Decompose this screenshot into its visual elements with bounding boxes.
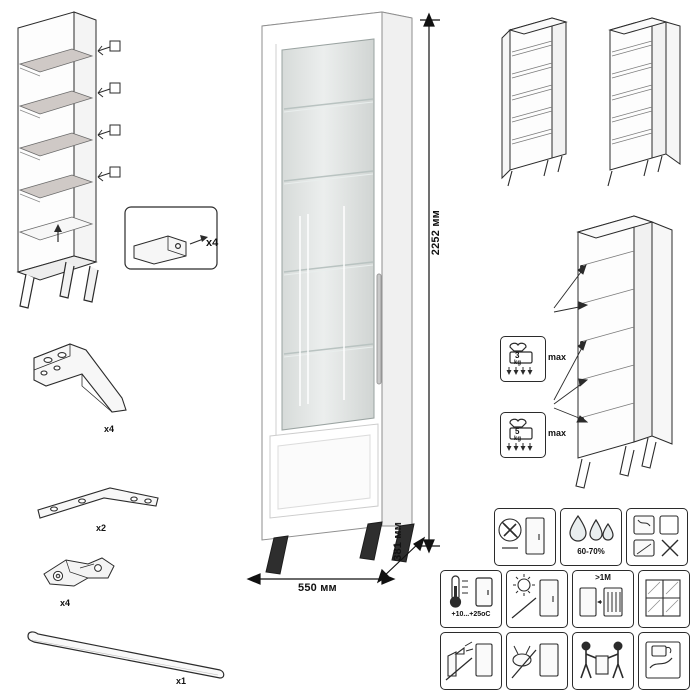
open-door-left-view <box>500 8 586 188</box>
open-door-right-view <box>596 8 686 188</box>
part-qty-corner-bracket: х4 <box>104 424 115 434</box>
height-dimension-line <box>414 10 444 556</box>
distance-caption: >1М <box>595 573 611 582</box>
long-handle-rail <box>22 630 236 686</box>
corner-bracket-leg-plate <box>26 340 146 424</box>
exploded-left-view <box>6 6 136 316</box>
temperature-range-icon <box>440 570 502 628</box>
door-hinge <box>36 548 126 600</box>
two-person-lift-icon <box>572 632 634 690</box>
height-dimension-label: 2252 мм <box>430 210 442 256</box>
load-badge-5kg <box>500 412 546 458</box>
load-badge-3kg <box>500 336 546 382</box>
dry-wipe-cloth-icon <box>638 632 690 690</box>
load-badge-5kg-max: max <box>548 428 567 438</box>
depth-dimension-label: 381 мм <box>392 522 404 561</box>
no-direct-sunlight-icon <box>506 570 568 628</box>
part-qty-shelf-pin: х4 <box>206 237 219 249</box>
load-badge-3kg-weight: 3 <box>515 351 520 360</box>
part-qty-handle: х1 <box>176 676 187 686</box>
width-dimension-label: 550 мм <box>298 582 337 594</box>
no-liquid-wipe-icon <box>626 508 688 566</box>
no-sharp-objects-icon <box>494 508 556 566</box>
no-abrasive-icon <box>506 632 568 690</box>
load-badge-3kg-unit: kg <box>514 360 522 366</box>
humidity-icon-caption: 60-70% <box>577 547 605 556</box>
metal-strip-brace <box>34 486 166 526</box>
pin-detail-callout <box>124 206 236 272</box>
part-qty-strip: х2 <box>96 523 107 533</box>
load-badge-5kg-weight: 5 <box>515 427 520 436</box>
part-qty-hinge: х4 <box>60 598 71 608</box>
humidity-icon <box>560 508 622 566</box>
main-cabinet-view <box>240 6 440 576</box>
load-badge-5kg-unit: kg <box>514 436 522 442</box>
temperature-range-caption: +10...+25оC <box>451 611 491 618</box>
depth-dimension-line <box>374 520 434 590</box>
distance-from-heater-icon <box>572 570 634 628</box>
no-spray-cleaner-icon <box>440 632 502 690</box>
load-badge-3kg-max: max <box>548 352 567 362</box>
keep-away-from-window-icon <box>638 570 690 628</box>
